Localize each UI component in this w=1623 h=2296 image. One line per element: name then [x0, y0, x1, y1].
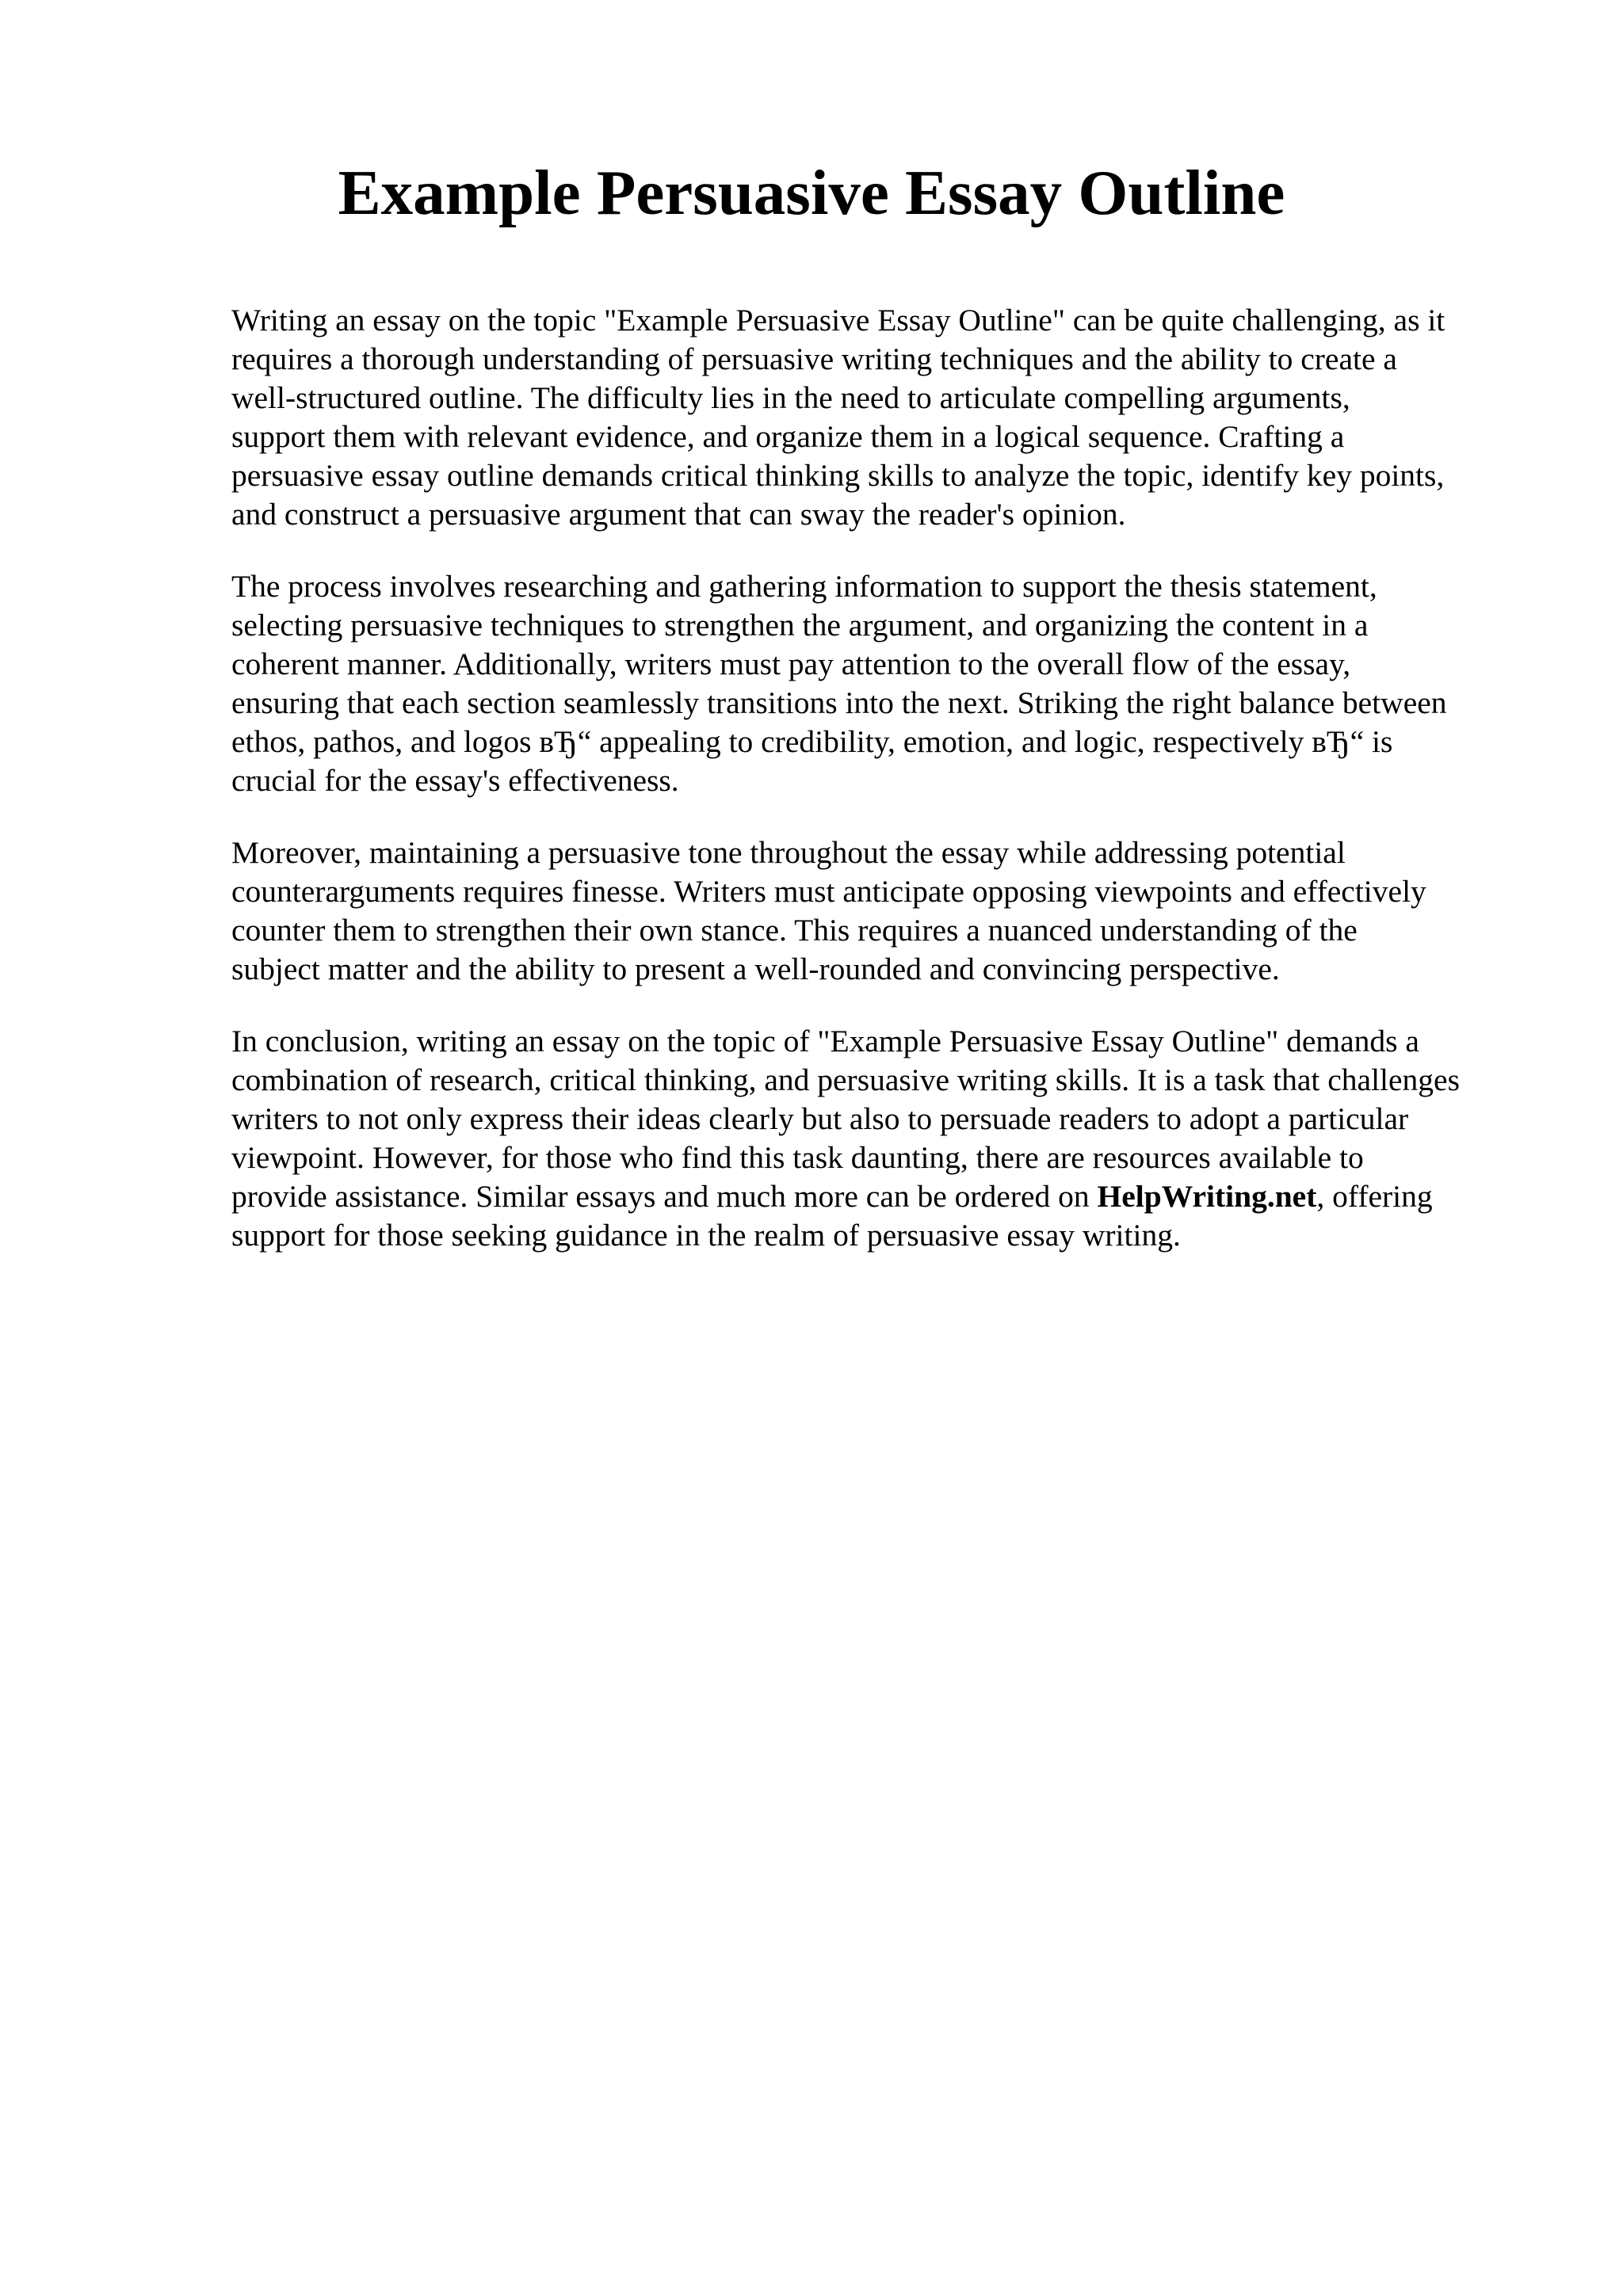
text-line: counterarguments requires finesse. Writers must anticipate opposing viewpoints and effectively [231, 874, 1426, 909]
text-line: The process involves researching and gathering information to support the thesis statement, [231, 569, 1377, 604]
text-line: coherent manner. Additionally, writers must pay attention to the overall flow of the essay, [231, 646, 1351, 681]
text-line: viewpoint. However, for those who find this task daunting, there are resources available to [231, 1140, 1364, 1175]
text-line: ethos, pathos, and logos вЂ“ appealing to credibility, emotion, and logic, respectively вЂ“ is [231, 724, 1393, 759]
text-line: well-structured outline. The difficulty lies in the need to articulate compelling arguments, [231, 380, 1350, 415]
text-line: persuasive essay outline demands critical thinking skills to analyze the topic, identify key points, [231, 458, 1445, 493]
essay-body [231, 301, 1539, 1288]
paragraph-2 [231, 567, 1539, 800]
text-line: support them with relevant evidence, and organize them in a logical sequence. Crafting a [231, 419, 1345, 454]
text-line: subject matter and the ability to present a well-rounded and convincing perspective. [231, 952, 1280, 986]
text-line: writers to not only express their ideas clearly but also to persuade readers to adopt a particular [231, 1101, 1409, 1136]
page-title: Example Persuasive Essay Outline [338, 157, 1285, 228]
text-line: combination of research, critical thinking, and persuasive writing skills. It is a task that challenges [231, 1062, 1460, 1097]
text-fragment: provide assistance. Similar essays and much more can be ordered on [231, 1179, 1098, 1214]
text-line: crucial for the essay's effectiveness. [231, 763, 679, 798]
text-fragment: , offering [1316, 1179, 1433, 1214]
paragraph-4 [231, 1022, 1539, 1255]
text-line: In conclusion, writing an essay on the topic of "Example Persuasive Essay Outline" demands a [231, 1024, 1419, 1058]
text-line-with-link [231, 1177, 1539, 1216]
text-line: selecting persuasive techniques to strengthen the argument, and organizing the content in a [231, 608, 1369, 643]
text-line: Writing an essay on the topic "Example Persuasive Essay Outline" can be quite challenging, as it [231, 303, 1445, 338]
text-line: support for those seeking guidance in the realm of persuasive essay writing. [231, 1218, 1181, 1253]
text-line: counter them to strengthen their own stance. This requires a nuanced understanding of the [231, 913, 1358, 948]
text-line: ensuring that each section seamlessly transitions into the next. Striking the right balance between [231, 685, 1447, 720]
helpwriting-link[interactable]: HelpWriting.net [1097, 1179, 1317, 1214]
text-line: Moreover, maintaining a persuasive tone throughout the essay while addressing potential [231, 835, 1346, 870]
paragraph-3 [231, 833, 1539, 989]
text-line: requires a thorough understanding of persuasive writing techniques and the ability to create a [231, 341, 1397, 376]
text-line: and construct a persuasive argument that can sway the reader's opinion. [231, 497, 1126, 532]
paragraph-1 [231, 301, 1539, 534]
